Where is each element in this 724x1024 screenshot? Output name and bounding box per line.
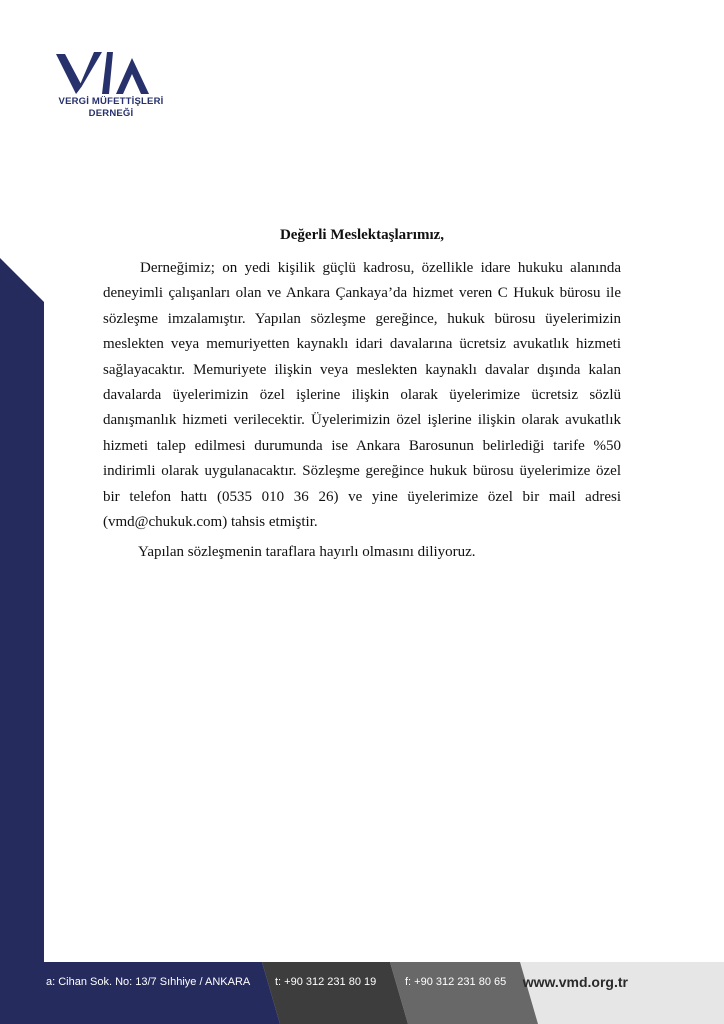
vmd-logo-mark	[56, 50, 152, 96]
letter-body	[103, 256, 621, 535]
footer-fax: f: +90 312 231 80 65	[405, 976, 507, 988]
footer-phone: t: +90 312 231 80 19	[275, 976, 377, 988]
footer-background	[0, 962, 724, 1024]
vmd-logo	[52, 50, 182, 120]
side-decor-band	[0, 0, 60, 1024]
footer-website-link[interactable]: www.vmd.org.tr	[522, 974, 628, 990]
logo-line-1: VERGİ MÜFETTİŞLERİ	[58, 96, 164, 107]
letter-closing: Yapılan sözleşmenin taraflara hayırlı olmasını diliyoruz.	[138, 544, 476, 560]
letter-salutation: Değerli Meslektaşlarımız,	[279, 227, 445, 243]
letter-paragraph: Derneğimiz; on yedi kişilik güçlü kadrosu, özellikle idare hukuku alanında deneyimli çalışanları olan ve Ankara Çankaya’da hizmet veren C Hukuk bürosu ile sözleşme imzalamıştır. Yapılan sözleşme gereğince, hukuk bürosu üyelerimizin meslekten veya memuriyetten kaynaklı idari davalarına ücretsiz avukatlık hizmeti sağlayacaktır. Memuriyete ilişkin veya meslekten kaynaklı davalar dışında kalan davalarda üyelerimizin özel işlerine ilişkin olarak üyelerimize ücretsiz sözlü danışmanlık hizmeti verilecektir. Üyelerimizin özel işlerine ilişkin olarak avukatlık hizmeti talep edilmesi durumunda ise Ankara Barosunun belirlediği tarife %50 indirimli olarak uygulanacaktır. Sözleşme gereğince hukuk bürosu üyelerimize özel bir telefon hattı (0535 010 36 26) ve yine üyelerimize özel bir mail adresi (vmd@chukuk.com) tahsis etmiştir.	[103, 260, 621, 531]
footer-address: a: Cihan Sok. No: 13/7 Sıhhiye / ANKARA	[46, 976, 251, 988]
logo-line-2: DERNEĞİ	[88, 108, 134, 119]
footer	[0, 962, 724, 1024]
